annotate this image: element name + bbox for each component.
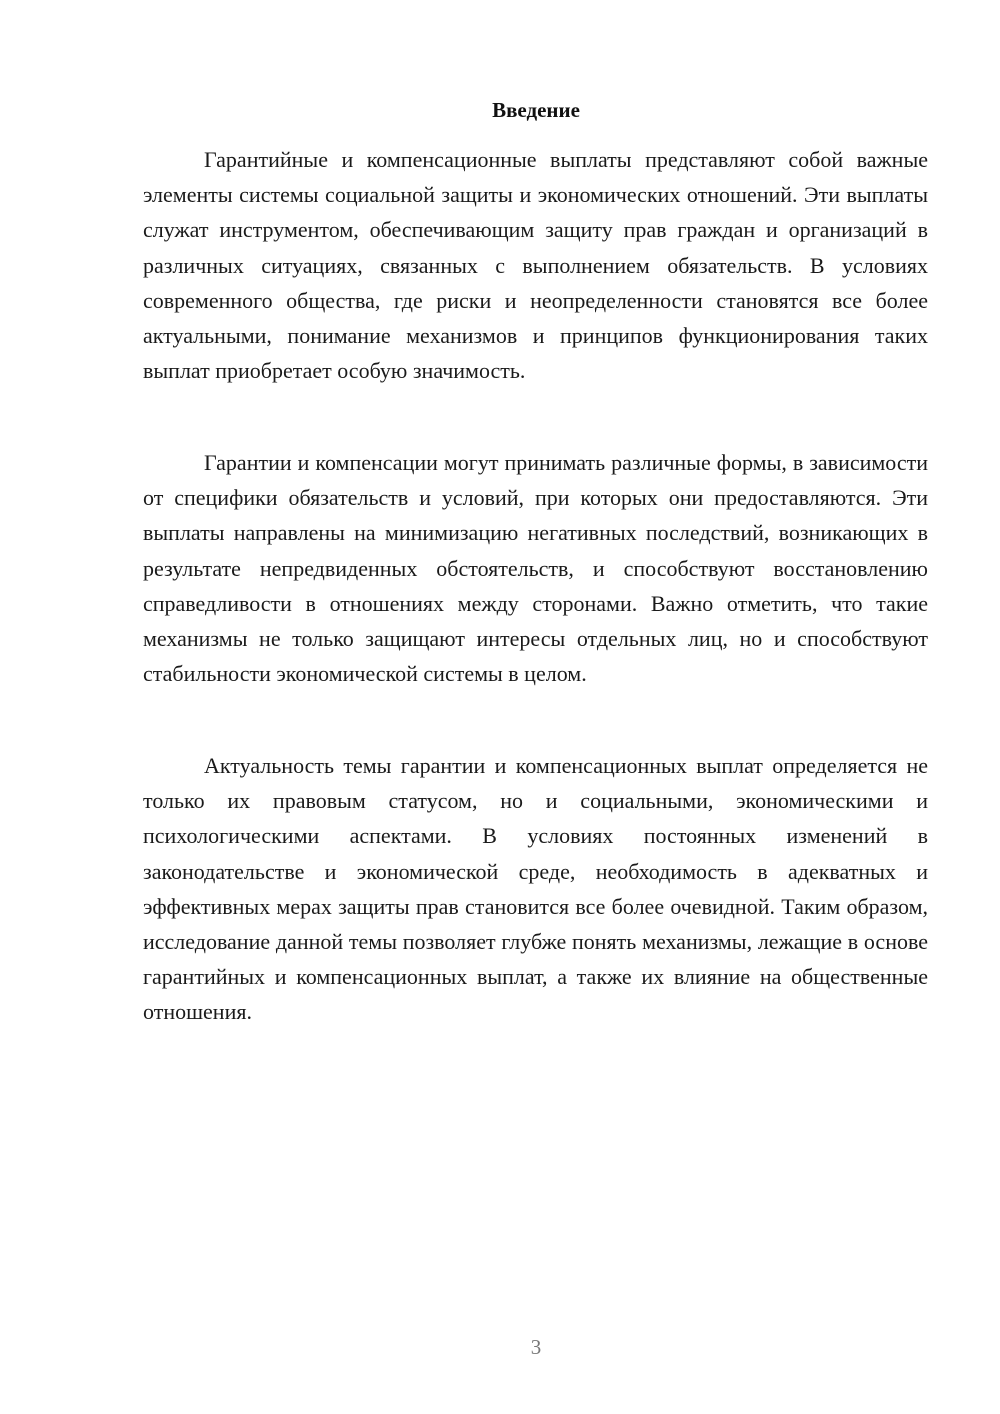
page-number: 3 xyxy=(530,1335,542,1359)
paragraph-2: Гарантии и компенсации могут принимать различные формы, в зависимости от специфики обязательств и условий, при которых они предоставляются. Эти выплаты направлены на минимизацию негативных последствий, возникающих в результате непредвиденных обстоятельств, и способствуют восстановлению справедливости в отношениях между сторонами. Важно отметить, что такие механизмы не только защищают интересы отдельных лиц, но и способствуют стабильности экономической системы в целом. xyxy=(143,450,928,687)
paragraph-1: Гарантийные и компенсационные выплаты представляют собой важные элементы системы социальной защиты и экономических отношений. Эти выплаты служат инструментом, обеспечивающим защиту прав граждан и организаций в различных ситуациях, связанных с выполнением обязательств. В условиях современного общества, где риски и неопределенности становятся все более актуальными, понимание механизмов и принципов функционирования таких выплат приобретает особую значимость. xyxy=(143,147,928,384)
section-title: Введение xyxy=(492,98,580,122)
paragraph-3: Актуальность темы гарантии и компенсационных выплат определяется не только их правовым статусом, но и социальными, экономическими и психологическими аспектами. В условиях постоянных изменений в законодательстве и экономической среде, необходимость в адекватных и эффективных мерах защиты прав становится все более очевидной. Таким образом, исследование данной темы позволяет глубже понять механизмы, лежащие в основе гарантийных и компенсационных выплат, а также их влияние на общественные отношения. xyxy=(143,753,928,1025)
